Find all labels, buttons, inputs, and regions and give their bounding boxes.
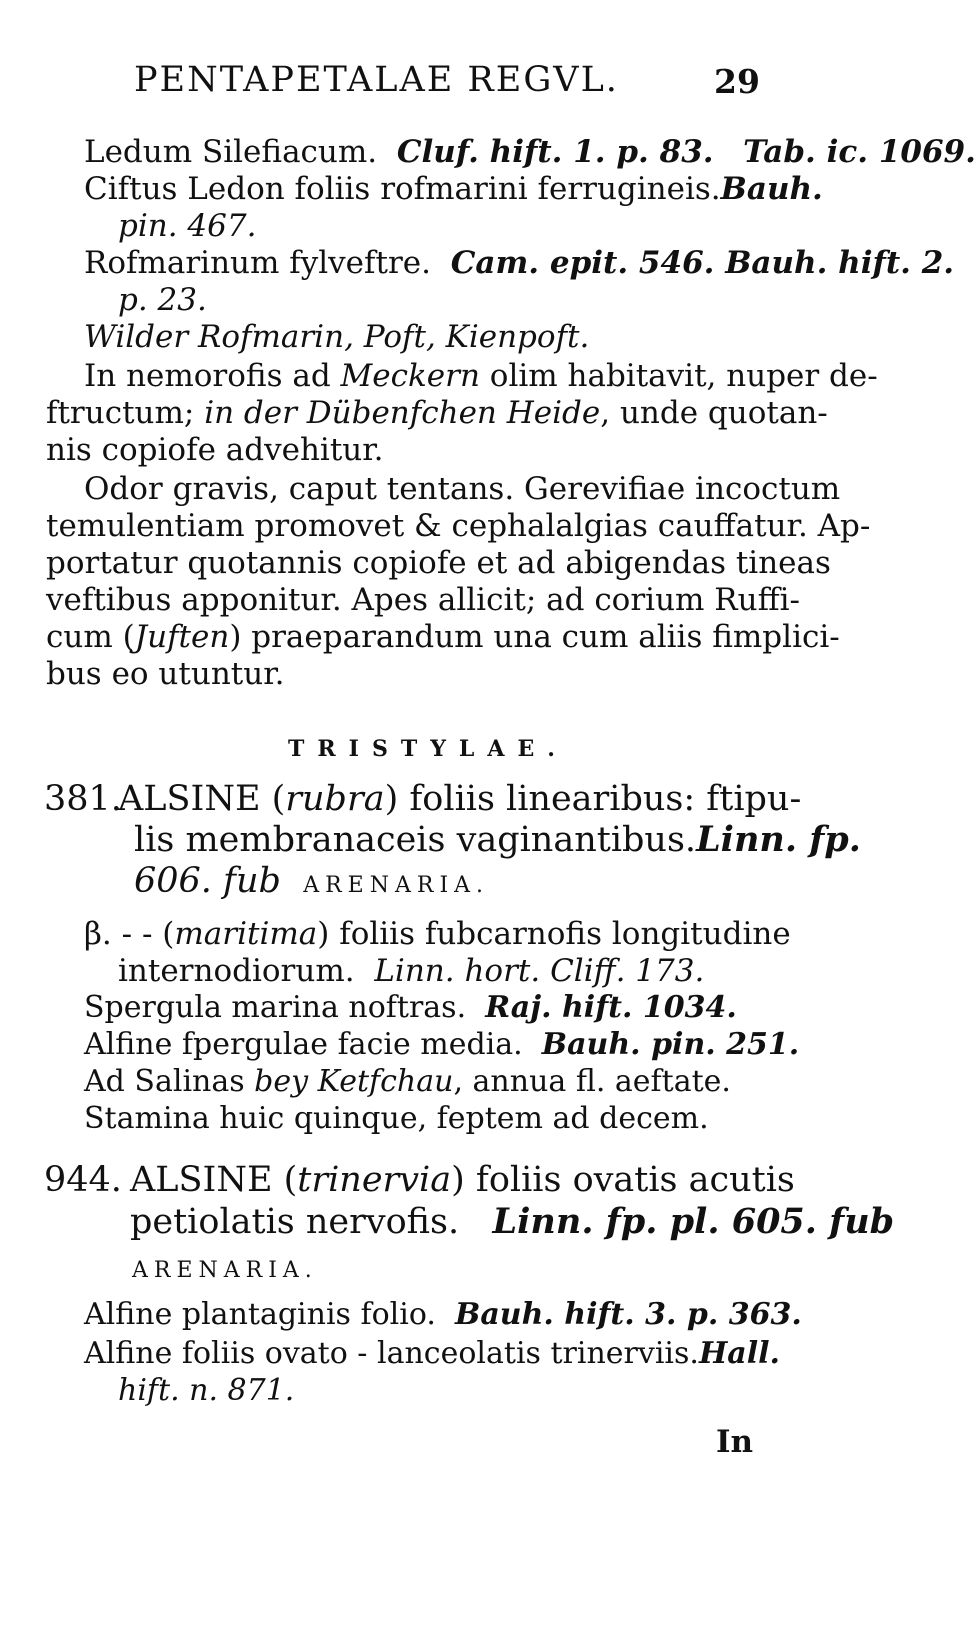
entry-title-line: lis membranaceis vaginantibus. Linn. fp.	[134, 819, 861, 860]
synonym-line	[84, 171, 823, 207]
running-title: PENTAPETALAE REGVL.	[134, 60, 619, 100]
synonym-name: Ledum Silefiacum.	[84, 134, 378, 170]
section-heading: TRISTYLAE.	[288, 736, 568, 762]
synonym-line: Alfine foliis ovato - lanceolatis trinerviis. Hall.	[84, 1336, 780, 1371]
citation: pin. 467.	[118, 208, 257, 244]
habitat-line: Ad Salinas bey Ketfchau, annua fl. aeftate.	[84, 1064, 731, 1099]
entry-title-line: ALSINE (rubra) foliis linearibus: ftipu-	[118, 779, 802, 819]
citation: hift. n. 871.	[118, 1373, 295, 1408]
genus-smallcaps: ARENARIA.	[303, 873, 490, 898]
paragraph-line: In nemorofis ad Meckern olim habitavit, nuper de-	[84, 358, 878, 394]
genus-smallcaps: ARENARIA.	[132, 1258, 318, 1283]
entry-title-line: ALSINE (trinervia) foliis ovatis acutis	[130, 1160, 795, 1200]
variety-line: β. - - (maritima) foliis fubcarnofis longitudine	[84, 916, 791, 952]
catchword: In	[716, 1424, 754, 1460]
citation: Cam. epit. 546. Bauh. hift. 2.	[450, 245, 955, 281]
synonym-name: Rofmarinum fylveftre.	[84, 245, 431, 281]
paragraph-line: cum (Juften) praeparandum una cum aliis fimplici-	[46, 619, 840, 655]
paragraph-line: bus eo utuntur.	[46, 656, 285, 692]
synonym-line: Alfine plantaginis folio. Bauh. hift. 3. p. 363.	[84, 1297, 802, 1332]
synonym-name: Ciftus Ledon foliis rofmarini ferrugineis.	[84, 171, 721, 207]
paragraph-line: nis copiofe advehitur.	[46, 432, 384, 468]
citation: p. 23.	[118, 282, 207, 318]
synonym-line	[84, 134, 976, 170]
vernacular-names: Wilder Rofmarin, Poft, Kienpoft.	[84, 319, 590, 355]
paragraph-line: Odor gravis, caput tentans. Gerevifiae incoctum	[84, 471, 841, 507]
paragraph-line: ftructum; in der Dübenfchen Heide , unde quotan-	[46, 395, 828, 431]
synonym-line: Spergula marina noftras. Raj. hift. 1034.	[84, 990, 737, 1025]
page-number: 29	[714, 62, 760, 101]
paragraph-line: portatur quotannis copiofe et ad abigendas tineas	[46, 545, 831, 581]
entry-number: 944.	[44, 1160, 122, 1200]
variety-line: internodiorum. Linn. hort. Cliff. 173.	[118, 953, 705, 989]
citation: Tab. ic. 1069.	[743, 134, 976, 170]
synonym-line	[84, 245, 954, 281]
paragraph-line: temulentiam promovet & cephalalgias cauffatur. Ap-	[46, 508, 871, 544]
citation: Cluf. hift. 1. p. 83.	[396, 134, 714, 170]
entry-title-line: petiolatis nervofis. Linn. fp. pl. 605. fub	[130, 1201, 895, 1242]
citation: Bauh.	[720, 171, 823, 207]
paragraph-line: veftibus apponitur. Apes allicit; ad corium Ruffi-	[46, 582, 801, 618]
entry-title-line: 606. fub ARENARIA.	[134, 861, 490, 901]
synonym-line: Alfine fpergulae facie media. Bauh. pin. 251.	[84, 1027, 800, 1062]
entry-number: 381.	[44, 779, 122, 819]
note-line: Stamina huic quinque, feptem ad decem.	[84, 1101, 709, 1136]
citation: Linn. hort. Cliff. 173.	[374, 953, 705, 989]
